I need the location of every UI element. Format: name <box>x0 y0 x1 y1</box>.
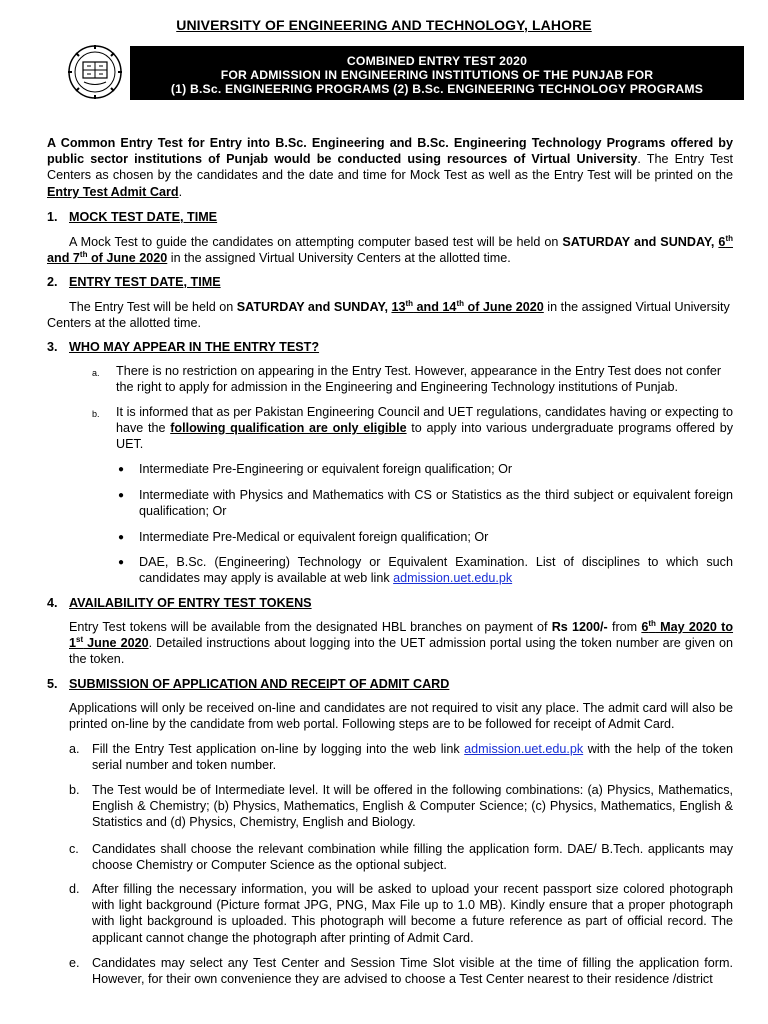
banner-line-3: (1) B.Sc. ENGINEERING PROGRAMS (2) B.Sc. ENGINEERING TECHNOLOGY PROGRAMS <box>170 82 704 96</box>
uet-logo-icon <box>62 44 128 100</box>
s2-end: in the assigned Virtual University <box>543 300 730 314</box>
section-4-text <box>69 619 733 668</box>
s5-item-d: After filling the necessary information, you will be asked to upload your recent passport size colored photograph with light background (Picture format JPG, PNG, Max File up to 1.0 MB). Kindly ensure that a proper photograph with light background is uploaded. This photograph will become a future reference as part of official record. The applicant cannot change the photograph after printing of Admit Card. <box>92 882 733 945</box>
s4-from: from <box>607 620 638 634</box>
section-2-text <box>47 299 737 331</box>
section-5-number: 5. <box>47 677 58 691</box>
s3-b-text-2: to apply into various undergraduate programs offered by UET. <box>116 421 734 452</box>
s5-item-e: Candidates may select any Test Center and Session Time Slot visible at the time of filling the application form. However, for their own convenience they are advised to choose a Test Center nearest to their residence /district <box>92 956 733 987</box>
section-4-number: 4. <box>47 596 58 610</box>
s3-bullet-2: Intermediate with Physics and Mathematics with CS or Statistics as the third subject or equivalent foreign qualification; Or <box>139 488 733 519</box>
section-3-number: 3. <box>47 340 58 354</box>
s5-item-c: Candidates shall choose the relevant combination while filling the application form. DAE/ B.Tech. applicants may choose Chemistry or Computer Science as the optional subject. <box>92 842 733 873</box>
s4-date-1: 1 <box>69 636 77 651</box>
s3-bullet-1: Intermediate Pre-Engineering or equivalent foreign qualification; Or <box>139 462 513 476</box>
s1-end: in the assigned Virtual University Centers at the allotted time. <box>167 251 511 266</box>
admission-link[interactable]: admission.uet.edu.pk <box>393 571 513 586</box>
bullet-dot-icon: ● <box>118 464 125 475</box>
s4-st: st <box>76 635 84 645</box>
s4-fee: Rs 1200/- <box>551 620 608 634</box>
intro-paragraph <box>47 135 733 200</box>
s5-marker-e: e. <box>69 956 80 970</box>
s1-bold-days: SATURDAY and SUNDAY, <box>562 235 715 249</box>
banner-line-1: COMBINED ENTRY TEST 2020 <box>346 54 528 68</box>
section-2-title: ENTRY TEST DATE, TIME <box>69 275 221 289</box>
s2-line-1 <box>47 299 737 315</box>
university-title: UNIVERSITY OF ENGINEERING AND TECHNOLOGY, LAHORE <box>176 17 592 33</box>
s5-item-b: The Test would be of Intermediate level. It will be offered in the following combinations: (a) Physics, Mathematics, English & Chemistry; (b) Physics, Mathematics, English & Computer Science; (c) Physics, Mathematics, English & Statistics and (d) Physics, Chemistry, English and Biology. <box>92 783 733 830</box>
s2-text-a: The Entry Test will be held on <box>69 300 234 314</box>
s3-b-bold: following qualification are only eligible <box>170 421 407 436</box>
s3-bullet-4-text: DAE, B.Sc. (Engineering) Technology or Equivalent Examination. List of disciplines to which such candidates may apply is available at web link <box>139 555 733 586</box>
s5-a-text-2: with the help of the token serial number and token number. <box>92 742 733 773</box>
s2-june: of June 2020 <box>464 300 544 314</box>
title-banner <box>130 46 744 100</box>
s5-a-text-1: Fill the Entry Test application on-line by logging into the web link <box>92 742 460 756</box>
banner-line-2: FOR ADMISSION IN ENGINEERING INSTITUTIONS OF THE PUNJAB FOR <box>220 68 654 82</box>
admission-link[interactable]: admission.uet.edu.pk <box>464 742 584 756</box>
s5-marker-d: d. <box>69 882 80 896</box>
intro-end: . <box>178 184 183 199</box>
s5-item-a <box>92 741 733 773</box>
section-5-title: SUBMISSION OF APPLICATION AND RECEIPT OF ADMIT CARD <box>69 677 450 691</box>
s5-marker-b: b. <box>69 783 80 797</box>
s3-bullet-4 <box>139 554 733 586</box>
s1-th: th <box>725 233 733 243</box>
intro-admit-card: Entry Test Admit Card <box>47 184 179 199</box>
bullet-dot-icon: ● <box>118 557 125 568</box>
s3-item-a: There is no restriction on appearing in the Entry Test. However, appearance in the Entry Test does not confer the right to apply for admission in the Engineering and Engineering Technology institutions of Punjab. <box>116 364 722 395</box>
s2-th1: th <box>405 298 414 308</box>
section-1-text <box>47 234 733 266</box>
s1-june: of June 2020 <box>87 251 168 266</box>
s2-dates <box>391 300 543 314</box>
section-5-intro: Applications will only be received on-line and candidates are not required to visit any place. The admit card will also be printed on-line by the candidate from web portal. Following steps are to be followed for receipt of Admit Card. <box>69 701 733 732</box>
s4-th: th <box>648 618 656 628</box>
s2-line-2: Centers at the allotted time. <box>47 316 202 331</box>
intro-normal: . The Entry Test Centers as chosen by the candidates and the date and time for Mock Test as well as the Entry Test will be printed on the <box>47 152 733 183</box>
s3-bullet-3: Intermediate Pre-Medical or equivalent foreign qualification; Or <box>139 530 489 544</box>
s4-text-a: Entry Test tokens will be available from the designated HBL branches on payment of <box>69 620 548 634</box>
s1-text-a: A Mock Test to guide the candidates on attempting computer based test will be held on <box>69 235 559 249</box>
s3-item-b <box>116 404 733 453</box>
s4-june: June 2020 <box>83 636 149 651</box>
s5-marker-a: a. <box>69 742 80 756</box>
bullet-dot-icon: ● <box>118 490 125 501</box>
section-4-title: AVAILABILITY OF ENTRY TEST TOKENS <box>69 596 312 610</box>
bullet-dot-icon: ● <box>118 532 125 543</box>
section-2-number: 2. <box>47 275 58 289</box>
s2-th2: th <box>456 298 464 308</box>
s3-b-text-1: It is informed that as per Pakistan Engineering Council and UET regulations, candidates having or expecting to have the <box>116 405 733 436</box>
section-3-title: WHO MAY APPEAR IN THE ENTRY TEST? <box>69 340 320 354</box>
s3-marker-a: a. <box>92 368 100 378</box>
s2-date-13: 13 <box>391 300 406 314</box>
s2-bold-days: SATURDAY and SUNDAY, <box>236 300 388 314</box>
s1-th2: th <box>79 250 88 260</box>
s4-end: . Detailed instructions about logging into the UET admission portal using the token number are given on the token. <box>69 636 733 667</box>
section-1-number: 1. <box>47 210 58 224</box>
s2-and-14: and 14 <box>413 300 457 314</box>
intro-bold: A Common Entry Test for Entry into B.Sc. Engineering and B.Sc. Engineering Technology Programs offered by public sector institutions of Punjab would be conducted using resources of Virtual University <box>47 136 733 167</box>
s1-and-7: and 7 <box>47 251 80 266</box>
s3-marker-b: b. <box>92 409 100 419</box>
section-1-title: MOCK TEST DATE, TIME <box>69 210 218 224</box>
s5-marker-c: c. <box>69 842 79 856</box>
s4-date-6: 6 <box>641 620 649 634</box>
s1-date-6: 6 <box>718 235 726 249</box>
s4-may: May 2020 to <box>655 620 734 634</box>
